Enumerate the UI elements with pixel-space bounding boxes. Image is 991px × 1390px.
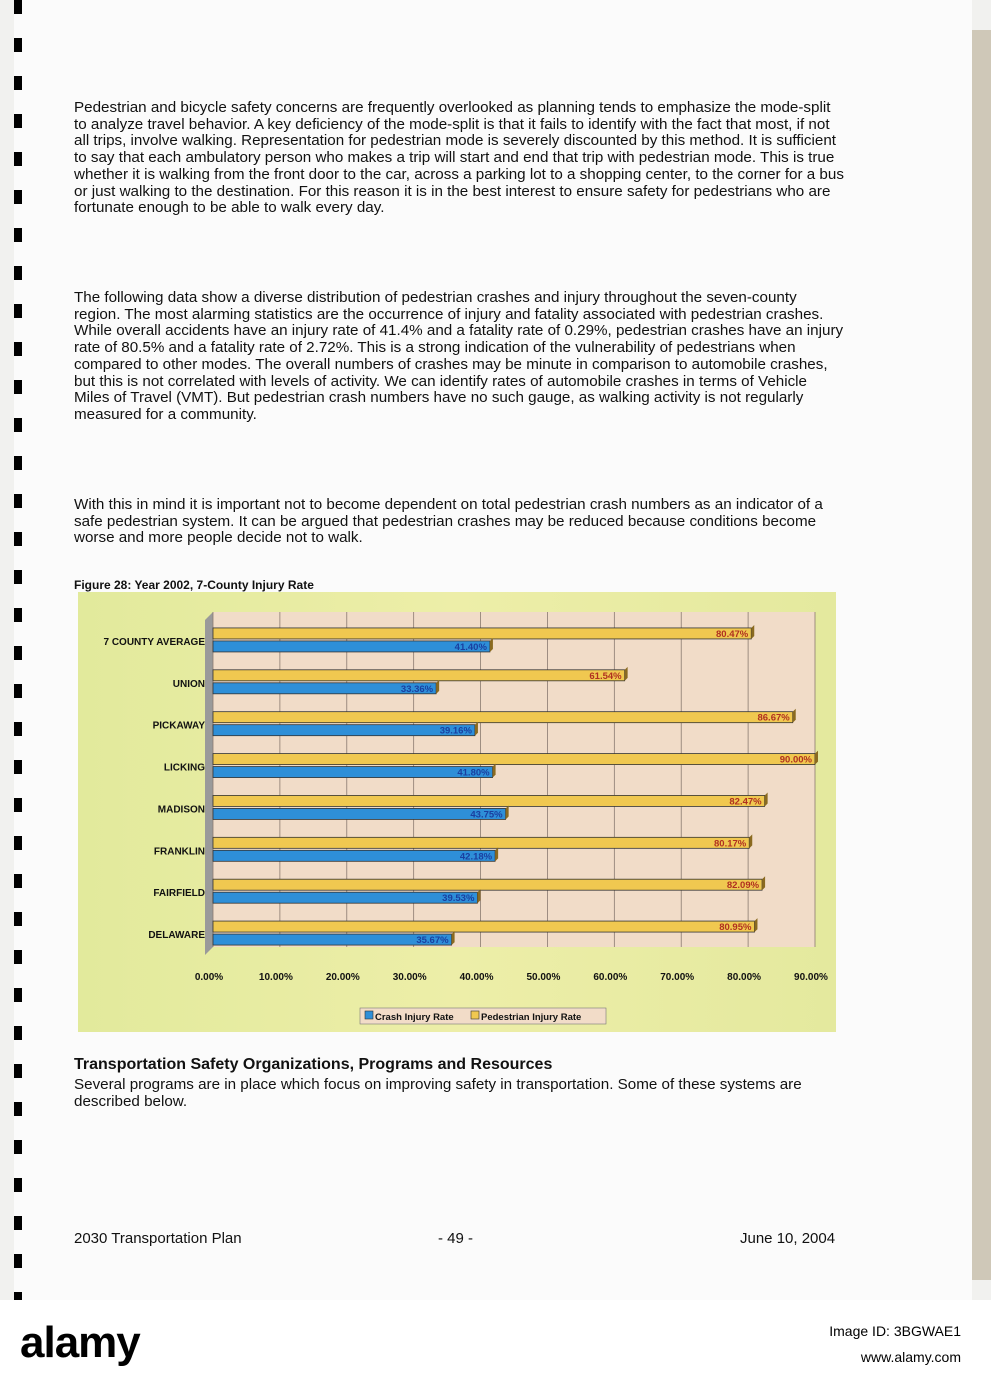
category-label: MADISON	[157, 804, 205, 816]
pedestrian-injury-label: 82.47%	[729, 796, 762, 808]
footer-page-number: - 49 -	[438, 1230, 474, 1247]
legend-label-crash: Crash Injury Rate	[375, 1012, 454, 1023]
crash-injury-bar	[213, 641, 490, 652]
crash-injury-label: 39.16%	[439, 725, 472, 737]
x-tick-label: 70.00%	[660, 972, 695, 983]
crash-injury-bar	[213, 725, 475, 736]
x-tick-label: 90.00%	[794, 972, 828, 983]
crash-injury-label: 43.75%	[470, 809, 503, 821]
pedestrian-injury-bar-depth	[815, 751, 818, 765]
crash-injury-bar	[213, 892, 477, 903]
pedestrian-injury-bar	[213, 795, 765, 806]
plot-side-wall	[205, 612, 213, 955]
x-tick-label: 30.00%	[392, 972, 427, 983]
pedestrian-injury-bar	[213, 670, 625, 681]
pedestrian-injury-bar	[213, 712, 793, 723]
pedestrian-injury-bar	[213, 921, 754, 932]
crash-injury-label: 41.80%	[457, 767, 490, 779]
section-text: Several programs are in place which focus on improving safety in transportation. Some of these systems are described below.	[74, 1076, 802, 1110]
footer-left: 2030 Transportation Plan	[74, 1230, 242, 1247]
crash-injury-label: 33.36%	[400, 683, 434, 695]
x-tick-label: 80.00%	[727, 972, 762, 983]
pedestrian-injury-label: 80.47%	[716, 628, 749, 640]
x-tick-label: 60.00%	[593, 972, 628, 983]
crash-injury-label: 42.18%	[459, 851, 493, 863]
crash-injury-label: 41.40%	[454, 641, 487, 653]
pedestrian-injury-label: 80.95%	[719, 922, 752, 934]
pedestrian-injury-bar	[213, 628, 751, 639]
pedestrian-injury-label: 80.17%	[714, 838, 747, 850]
pedestrian-injury-bar	[213, 879, 762, 890]
chart-svg	[78, 592, 836, 1032]
category-label: FAIRFIELD	[153, 888, 205, 900]
paragraph-1: Pedestrian and bicycle safety concerns are frequently overlooked as planning tends to emphasize the mode-split to analyze travel behavior. A key deficiency of the mode-split is that it fails to identify with the fact that most, if not all trips, involve walking. Representation for pedestrian mode is severely discounted by this method. It is sufficient to say that each ambulatory person who makes a trip will start and end that trip with pedestrian mode. This is true whether it is walking from the front door to the car, across a parking lot to a shopping center, to the corner for a bus or just walking to the destination. For this reason it is in the best interest to ensure safety for pedestrians who are fortunate enough to be able to walk every day.	[74, 99, 844, 217]
crash-injury-bar	[213, 767, 493, 778]
legend-swatch-crash	[365, 1011, 373, 1019]
legend-swatch-pedestrian	[471, 1011, 479, 1019]
figure-title: Figure 28: Year 2002, 7-County Injury Rate	[74, 578, 314, 592]
x-tick-label: 10.00%	[258, 972, 293, 983]
crash-injury-bar	[213, 850, 495, 861]
x-tick-label: 0.00%	[194, 972, 224, 983]
crash-injury-label: 35.67%	[416, 935, 449, 947]
pedestrian-injury-label: 82.09%	[726, 880, 760, 892]
injury-rate-chart	[78, 592, 836, 1032]
section-heading: Transportation Safety Organizations, Programs and Resources	[74, 1056, 553, 1073]
category-label: FRANKLIN	[153, 846, 205, 858]
image-id-text: Image ID: 3BGWAE1	[829, 1323, 961, 1339]
pedestrian-injury-bar	[213, 754, 815, 765]
x-tick-label: 50.00%	[526, 972, 561, 983]
pedestrian-injury-bar	[213, 837, 749, 848]
image-id	[829, 1318, 961, 1370]
x-tick-label: 20.00%	[325, 972, 360, 983]
spiral-binding	[14, 0, 22, 1300]
pedestrian-injury-label: 90.00%	[779, 754, 812, 766]
category-label: UNION	[172, 678, 205, 690]
category-label: PICKAWAY	[152, 720, 205, 732]
image-url: www.alamy.com	[860, 1349, 961, 1365]
crash-injury-label: 39.53%	[442, 893, 475, 905]
pedestrian-injury-label: 86.67%	[757, 712, 790, 724]
footer-date: June 10, 2004	[740, 1230, 836, 1247]
page-edge	[972, 30, 991, 1280]
category-label: 7 COUNTY AVERAGE	[103, 636, 205, 648]
category-label: DELAWARE	[148, 930, 205, 942]
pedestrian-injury-label: 61.54%	[589, 670, 622, 682]
x-tick-label: 40.00%	[459, 972, 494, 983]
alamy-logo: alamy	[20, 1318, 140, 1367]
crash-injury-bar	[213, 808, 506, 819]
watermark-bar	[0, 1300, 991, 1390]
legend-label-pedestrian: Pedestrian Injury Rate	[481, 1012, 582, 1023]
category-label: LICKING	[163, 762, 205, 774]
paragraph-2: The following data show a diverse distribution of pedestrian crashes and injury throughout the seven-county region. The most alarming statistics are the occurrence of injury and fatality associated with pedestrian crashes. While overall accidents have an injury rate of 41.4% and a fatality rate of 0.29%, pedestrian crashes have an injury rate of 80.5% and a fatality rate of 2.72%. This is a strong indication of the vulnerability of pedestrians when compared to other modes. The overall numbers of crashes may be minute in comparison to automobile crashes, but this is not correlated with levels of activity. We can identify rates of automobile crashes in terms of Vehicle Miles of Travel (VMT). But pedestrian crash numbers have no such gauge, as walking activity is not regularly measured for a community.	[74, 289, 844, 423]
paragraph-3: With this in mind it is important not to become dependent on total pedestrian crash numbers as an indicator of a safe pedestrian system. It can be argued that pedestrian crashes may be reduced because conditions become worse and more people decide not to walk.	[74, 496, 823, 547]
